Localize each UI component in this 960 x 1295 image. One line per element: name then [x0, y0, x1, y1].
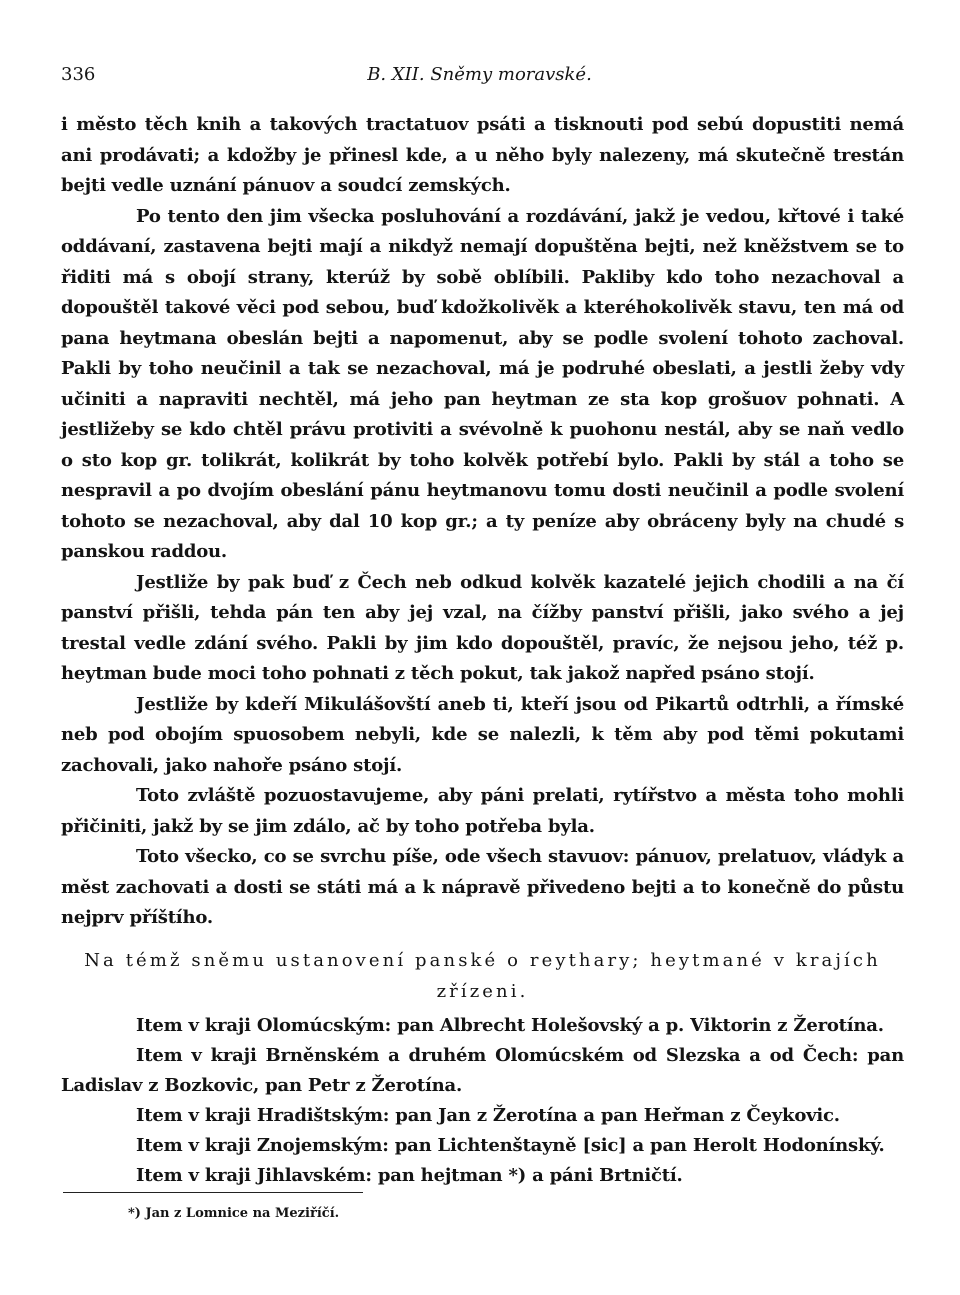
page-header: [61, 64, 898, 88]
paragraph: Toto zvláště pozuostavujeme, aby páni prelati, rytířstvo a města toho mohli přičiniti, jakž by se jim zdálo, ač by toho potřeba byla.: [61, 785, 904, 837]
paragraph: i město těch knih a takových tractatuov psáti a tisknouti pod sebú dopustiti nemá ani prodávati; a kdožby je přinesl kde, a u něho byly nalezeny, má skutečně trestán bejti vedle uznání pánuov a soudcí zemských.: [61, 114, 904, 196]
list-item: Item v kraji Olomúcským: pan Albrecht Holešovský a p. Viktorin z Žerotína.: [136, 1014, 884, 1036]
paragraph: Toto všecko, co se svrchu píše, ode všech stavuov: pánuov, prelatuov, vládyk a měst zachovati a dosti se státi má a k nápravě přivedeno bejti a to konečně do půstu nejprv příštího.: [61, 846, 904, 928]
list-item: Item v kraji Hradištským: pan Jan z Žerotína a pan Heřman z Čeykovic.: [136, 1104, 840, 1126]
list-item: Item v kraji Brněnském a druhém Olomúcském od Slezska a od Čech: pan Ladislav z Bozkovic, pan Petr z Žerotína.: [61, 1044, 904, 1096]
paragraph: Po tento den jim všecka posluhování a rozdávání, jakž je vedou, křtové i také oddávaní, zastavena bejti mají a nikdyž nemají dopuštěna bejti, než kněžstvem se to řiditi má s obojí strany, kterúž by sobě oblíbili. Pakliby kdo toho nezachoval a dopouštěl takové věci pod sebou, buď kdožkolivěk a kteréhokolivěk stavu, ten má od pana heytmana obeslán bejti a napomenut, aby se podle svolení tohoto zachoval. Pakli by toho neučinil a tak se nezachoval, má je podruhé obeslati, a jestli žeby vdy učiniti a napraviti nechtěl, má jeho pan heytman ze sta kop grošuov pohnati. A jestližeby se kdo chtěl právu protiviti a svévolně k puohonu nestál, aby se naň vedlo o sto kop gr. tolikrát, kolikrát by toho kolvěk potřebí bylo. Pakli by stál a toho se nespravil a po dvojím obeslání pánu heytmanovu tomu dosti neučinil a podle svolení tohoto se nezachoval, aby dal 10 kop gr.; a ty peníze aby obráceny byly na chudé s panskou raddou.: [61, 205, 904, 562]
page-number: 336: [61, 64, 96, 85]
paragraph: Jestliže by kdeří Mikulášovští aneb ti, kteří jsou od Pikartů odtrhli, a římské neb pod obojím spuosobem nebyli, kde se nalezli, k těm aby pod těmi pokutami zachovali, jako nahoře psáno stojí.: [61, 693, 904, 776]
running-title: B. XII. Sněmy moravské.: [367, 64, 592, 85]
list-item: Item v kraji Znojemským: pan Lichtenštayně [sic] a pan Herolt Hodonínský.: [136, 1134, 885, 1156]
footnote: *) Jan z Lomnice na Meziříčí.: [128, 1206, 340, 1221]
list-item: Item v kraji Jihlavském: pan hejtman *) a páni Brtničtí.: [136, 1164, 683, 1186]
appointment-list: [61, 1011, 904, 1191]
section-heading: Na témž sněmu ustanovení panské o reythary; heytmané v krajích zřízeni.: [84, 949, 881, 1002]
paragraph: Jestliže by pak buď z Čech neb odkud kolvěk kazatelé jejich chodili a na čí panství přišli, tehda pán ten aby jej vzal, na čížby panství přišli, jako svého a jej trestal vedle zdání svého. Pakli by jim kdo dopouštěl, pravíc, že nejsou jeho, též p. heytman bude moci toho pohnati z těch pokut, tak jakož napřed psáno stojí.: [61, 571, 904, 684]
footnote-divider: [63, 1192, 363, 1193]
page-body: [61, 110, 904, 1191]
